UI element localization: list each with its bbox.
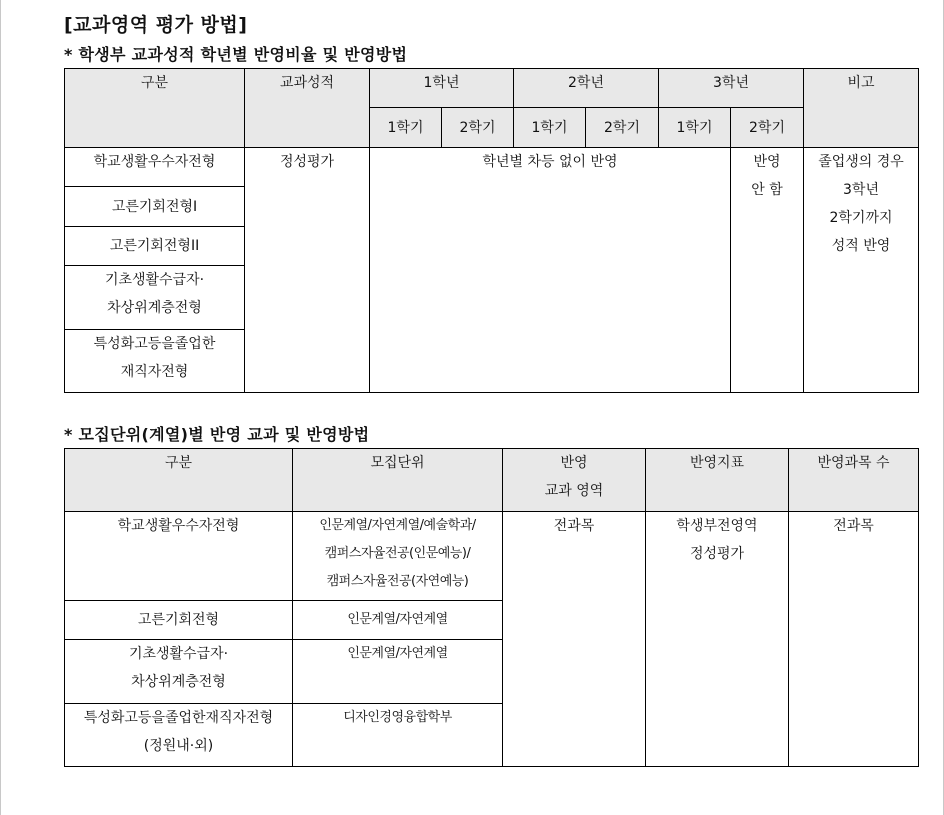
note-line: 3학년 [843, 182, 879, 198]
header-area-line2: 교과 영역 [544, 483, 604, 499]
header-y2-sem2: 2학기 [586, 108, 659, 148]
row-label: 고른기회전형I [65, 187, 245, 227]
row-label-line2: 차상위계층전형 [107, 300, 202, 316]
page-title: [교과영역 평가 방법] [64, 14, 248, 36]
row-label-line1: 기초생활수급자· [104, 272, 205, 288]
years-reflection-value: 학년별 차등 없이 반영 [370, 148, 731, 393]
header-y3-sem2: 2학기 [731, 108, 804, 148]
row-units: 디자인경영융합학부 [293, 704, 503, 767]
row-label [65, 704, 293, 767]
row-units [293, 512, 503, 601]
note-line: 성적 반영 [831, 238, 891, 254]
grade-type-value: 정성평가 [245, 148, 370, 393]
row-label [65, 640, 293, 704]
index-line1: 학생부전영역 [676, 518, 758, 534]
note-value [804, 148, 919, 393]
unit-line: 인문계열/자연계열/예술학과/ [319, 518, 476, 533]
unit-line: 캠퍼스자율전공(자연예능) [326, 574, 469, 589]
row-label [65, 266, 245, 330]
count-value: 전과목 [789, 512, 919, 767]
row-label: 고른기회전형 [65, 601, 293, 640]
header-count: 반영과목 수 [789, 449, 919, 512]
unit-line: 캠퍼스자율전공(인문예능)/ [324, 546, 471, 561]
row-label-line1: 특성화고등을졸업한재직자전형 [83, 710, 274, 726]
y3-sem2-line2: 안 함 [751, 182, 783, 198]
grade-ratio-table [64, 68, 919, 393]
area-value: 전과목 [503, 512, 646, 767]
header-year2: 2학년 [514, 69, 659, 108]
index-value [646, 512, 789, 767]
row-units: 인문계열/자연계열 [293, 640, 503, 704]
row-units: 인문계열/자연계열 [293, 601, 503, 640]
header-area [503, 449, 646, 512]
row-label-line1: 기초생활수급자· [128, 646, 229, 662]
y3-sem2-value [731, 148, 804, 393]
header-y2-sem1: 1학기 [514, 108, 586, 148]
note-line: 2학기까지 [829, 210, 893, 226]
header-y1-sem2: 2학기 [442, 108, 514, 148]
header-year3: 3학년 [659, 69, 804, 108]
subject-method-table [64, 448, 919, 767]
row-label: 학교생활우수자전형 [65, 512, 293, 601]
header-y3-sem1: 1학기 [659, 108, 731, 148]
row-label-line2: 차상위계층전형 [131, 674, 226, 690]
header-y1-sem1: 1학기 [370, 108, 442, 148]
row-label-line2: (정원내·외) [143, 738, 214, 754]
row-label-line1: 특성화고등을졸업한 [93, 336, 216, 352]
header-grade-type: 교과성적 [245, 69, 370, 148]
header-category: 구분 [65, 69, 245, 148]
row-label: 고른기회전형II [65, 227, 245, 266]
page-left-border [0, 0, 1, 815]
section1-heading: * 학생부 교과성적 학년별 반영비율 및 반영방법 [64, 45, 408, 64]
y3-sem2-line1: 반영 [753, 154, 781, 170]
header-unit: 모집단위 [293, 449, 503, 512]
row-label: 학교생활우수자전형 [65, 148, 245, 187]
header-area-line1: 반영 [560, 455, 588, 471]
index-line2: 정성평가 [689, 546, 745, 562]
header-category: 구분 [65, 449, 293, 512]
row-label [65, 330, 245, 393]
header-year1: 1학년 [370, 69, 514, 108]
header-index: 반영지표 [646, 449, 789, 512]
section2-heading: * 모집단위(계열)별 반영 교과 및 반영방법 [64, 425, 370, 444]
header-note: 비고 [804, 69, 919, 148]
row-label-line2: 재직자전형 [120, 364, 189, 380]
note-line: 졸업생의 경우 [818, 154, 904, 170]
